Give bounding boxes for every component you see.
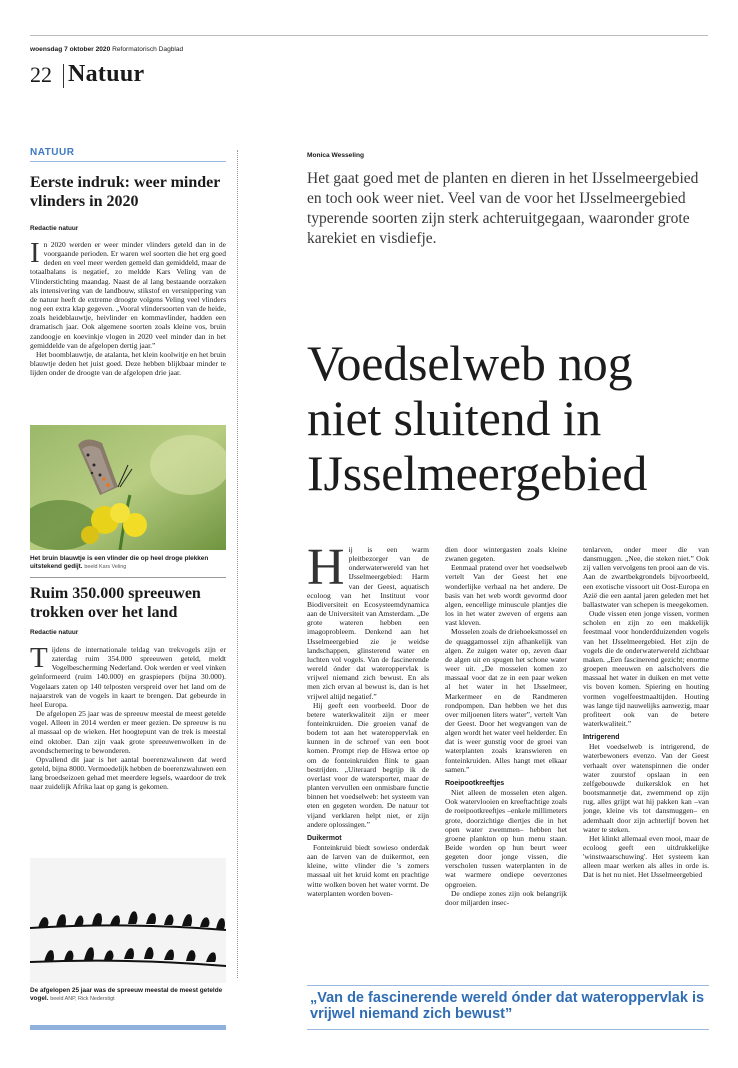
column2-paragraph-4: Niet alleen de mosselen eten algen. Ook watervlooien en kreeftachtige zoals de roeipootkreeftjes –enkele millimeters grote, doorzichtige diertjes die in het open water zwemmen– hebben het groene plankton op hun menu staan. Beide worden op hun beurt weer gegeten door jonge vissen, die verscholen tussen waterplanten in de wat warmere ondiepe oeverzones opgroeien. bbox=[445, 788, 567, 889]
article-column-3 bbox=[583, 545, 709, 950]
main-headline: Voedselweb nog niet sluitend in IJsselmeergebied bbox=[307, 335, 648, 501]
subhead-duikermot: Duikermot bbox=[307, 834, 342, 842]
column2-paragraph-1: dien door wintergasten zoals kleine zwanen gegeten. bbox=[445, 545, 567, 564]
story2-paragraph-2: De afgelopen 25 jaar was de spreeuw meestal de meest getelde vogel. Alleen in 2014 werden er meer gezien. De spreeuw is nu al massaal op de wieken. Het hoogtepunt van de trek is meestal eind oktober. Dan zijn vaak grote spreeuwenwolken in de avondschemering te bewonderen. bbox=[30, 709, 226, 755]
story1-headline: Eerste indruk: weer minder vlinders in 2020 bbox=[30, 174, 221, 210]
article-column-1 bbox=[307, 545, 429, 950]
story2-credit: beeld ANP, Rick Nederstigt bbox=[50, 996, 115, 1002]
pullquote-rule-bottom bbox=[307, 1029, 709, 1030]
section-kicker: NATUUR bbox=[30, 147, 75, 158]
story2-body bbox=[30, 645, 226, 852]
column3-paragraph-1: tenlarven, onder meer die van dansmuggen. „Nee, die steken niet.” Ook zij vallen vervolgens ten prooi aan de vis. Aan de zwartbekgrondels bijvoorbeeld, een exotische vissoort uit Oost-Europa en Azië die een aantal jaren geleden met het ballastwater van schepen is meegekomen. bbox=[583, 545, 709, 609]
story2-caption bbox=[30, 987, 226, 1003]
story2-caption-text: De afgelopen 25 jaar was de spreeuw meestal de meest getelde vogel. bbox=[30, 987, 223, 1002]
main-lede: Het gaat goed met de planten en dieren in het IJsselmeergebied en toch ook weer niet. Veel van de voor het IJsselmeergebied typerende soorten zijn sterk achteruitgegaan, waaronder grote karekiet en visdiefje. bbox=[307, 170, 699, 247]
column1-paragraph-1: ij is een warm pleitbezorger van de onderwaterwereld van het IJsselmeergebied: Harm van der Geest, aquatisch ecoloog van het Instituut voor Biodiversiteit en Ecosysteemdynamica aan de Universiteit van Amsterdam. „De grote wateren hebben een imagoprobleem. Denkend aan het IJsselmeergebied zie je weidse landschappen, glinsterend water en luchten vol vogels. Van de fascinerende wereld ónder dat wateroppervlak is vrijwel niemand zich bewust. En als men zich ervan al bewust is, dan is het vrijwel altijd negatief.” bbox=[307, 545, 429, 701]
story2-paragraph-3: Opvallend dit jaar is het aantal boerenzwaluwen dat werd geteld, bijna 8000. Vermoedelijk hebben de boerenzwaluwen een lang broedseizoen gehad met meerdere legsels, waardoor de trek naar zuidelijk Afrika laat op gang is gekomen. bbox=[30, 754, 226, 792]
column3-paragraph-3: Het voedselweb is intrigerend, de waterbewoners evenzo. Van der Geest verhaalt over watenspinnen die onder water zuurstof opslaan in een zelfgebouwde duikersklok en het bootsmannetje dat, zwemmend op zijn rug, alles grijpt wat hij pakken kan –van jonge, kleine vis tot dansmuggen– en ademhaalt door zijn achterlijf boven het water te steken. bbox=[583, 742, 709, 834]
subhead-intrigerend: Intrigerend bbox=[583, 734, 620, 742]
story1-paragraph-1: n 2020 werden er weer minder vlinders geteld dan in de voorgaande perioden. Er waren wel soorten die het erg goed deden en veel meer werden gemeld dan gemiddeld, maar de totaalbalans is negatief, zo meldde Kars Veling van de Vlinderstichting maandag. Naast de al lang bestaande oorzaken als intensivering van de landbouw, stikstof en versnippering van de natuur heeft de extreme droogte volgens Veling veel vlinders nog een extra klap gegeven. „Vooral vlindersoorten van de heide, zoals heideblauwtje, heivlinder en kommavlinder, hadden een dramatisch jaar. Ook algemene soorten zoals kleine vos, bruin zandoogje en koevinkje vlogen in 2020 veel minder dan in het gemiddelde van de afgelopen dertig jaar.” bbox=[30, 240, 226, 350]
dateline bbox=[30, 46, 183, 53]
section-title: Natuur bbox=[68, 61, 145, 87]
column1-paragraph-2: Hij geeft een voorbeeld. Door de betere waterkwaliteit zijn er meer fonteinkruiden. Die groeien vanaf de bodem tot aan het wateroppervlak en kunnen in de schroef van een boot komen. Prompt riep de Hiswa ertoe op om de fonteinkruiden flink te gaan bestrijden. „Uiteraard begrijp ik de overlast voor de watersporter, maar de planten vervullen een onmisbare functie binnen het voedselweb: het systeem van eten en gegeten worden. De natuur tot vijand verklaren helpt niet, er zijn andere oplossingen.” bbox=[307, 700, 429, 829]
story1-credit: beeld Kars Veling bbox=[84, 564, 127, 570]
page-number-divider bbox=[63, 64, 64, 88]
column3-paragraph-2: Oude vissen eten jonge vissen, vormen scholen en zijn zo een makkelijk feestmaal voor honderdduizenden vogels van het IJsselmeergebied. Het zijn de vogels die de onderwaterwereld zichtbaar maken. „Een fascinerend gezicht; enorme groepen meeuwen en aalscholvers die massaal het water in duiken en met vette vis boven komen. Spiering en houting vormen vogelfeestmaaltijden. Houting was lange tijd nauwelijks aanwezig, maar profiteert ook van de betere waterkwaliteit.” bbox=[583, 609, 709, 728]
article-column-2 bbox=[445, 545, 567, 950]
story2-byline: Redactie natuur bbox=[30, 629, 79, 636]
column2-paragraph-3: Mosselen zoals de driehoeksmossel en de quaggamossel zijn afhankelijk van algen. Ze zuigen water op, zeven daar de algen uit en spugen het schone water weer uit. „De mosselen komen zo massaal voor dat ze in een paar weken al het water in het IJsselmeer, Markermeer en de Randmeren rondpompen. Dan hebben we het dus over miljoenen liters water”, vertelt Van der Geest. Door het wegvangen van de algen wordt het water veel helderder. En dat is weer gunstig voor de groei van waterplanten zoals kranswieren en fonteinkruiden. Alles hangt met elkaar samen.” bbox=[445, 627, 567, 774]
story-separator bbox=[30, 577, 226, 578]
kicker-rule bbox=[30, 161, 226, 162]
column-divider bbox=[237, 150, 238, 978]
starlings-photo bbox=[30, 858, 226, 983]
butterfly-photo bbox=[30, 425, 226, 550]
story1-caption-text: Het bruin blauwtje is een vlinder die op heel droge plekken uitstekend gedijt. bbox=[30, 555, 209, 570]
column3-paragraph-4: Het klinkt allemaal even mooi, maar de ecoloog geeft een uitdrukkelijke 'winstwaarschuwing'. Het systeem kan alleen maar werken als alles in orde is. Dat is het nu niet. Het IJsselmeergebied bbox=[583, 833, 709, 880]
date: woensdag 7 oktober 2020 bbox=[30, 46, 111, 53]
column2-paragraph-5: De ondiepe zones zijn ook belangrijk door miljarden insec- bbox=[445, 888, 567, 907]
story2-paragraph-1: ijdens de internationale teldag van trekvogels zijn er zaterdag ruim 354.000 spreeuwen geteld, meldt Vogelbescherming Nederland. Ook werden er veel vinken geïnformeerd (ruim 140.000) en graspiepers (bijna 30.000). Vogelaars zaten op 140 telposten verspreid over het land om de najaarstrek van de vogels in kaart te brengen. Dat gebeurde in heel Europa. bbox=[30, 645, 226, 709]
story1-byline: Redactie natuur bbox=[30, 225, 79, 232]
paper-name: Reformatorisch Dagblad bbox=[112, 46, 184, 53]
column2-paragraph-2: Eenmaal pratend over het voedselweb vertelt Van der Geest het ene wonderlijke verhaal na het andere. De basis van het web wordt gevormd door algen, eencellige minuscule plantjes die los in het water zweven of ergens aan vast kleven. bbox=[445, 563, 567, 628]
story2-dropcap: T bbox=[30, 645, 48, 674]
story1-paragraph-2: Het boomblauwtje, de atalanta, het klein koolwitje en het bruin blauwtje deden het juist goed. Deze hebben blijkbaar minder te lijden onder de droogte van de afgelopen drie jaar. bbox=[30, 349, 226, 378]
main-dropcap: H bbox=[307, 545, 345, 596]
pullquote: „Van de fascinerende wereld ónder dat wateroppervlak is vrijwel niemand zich bewust” bbox=[310, 990, 705, 1022]
page-number: 22 bbox=[30, 62, 52, 87]
subhead-roeipootkreeftjes: Roeipootkreeftjes bbox=[445, 779, 505, 787]
pullquote-rule-top bbox=[307, 985, 709, 986]
top-rule bbox=[30, 35, 708, 36]
main-byline: Monica Wesseling bbox=[307, 152, 365, 159]
story1-dropcap: I bbox=[30, 240, 40, 269]
column1-paragraph-3: Fonteinkruid biedt sowieso onderdak aan de larven van de duikermot, een kleine, witte vlinder die 's zomers massaal uit het kruid komt en prachtige witte wolken boven het water vormt. De waterplanten worden boven- bbox=[307, 843, 429, 898]
story1-caption bbox=[30, 555, 226, 571]
story2-headline: Ruim 350.000 spreeuwen trokken over het land bbox=[30, 585, 201, 621]
accent-bar bbox=[30, 1025, 226, 1030]
story1-body bbox=[30, 240, 226, 418]
